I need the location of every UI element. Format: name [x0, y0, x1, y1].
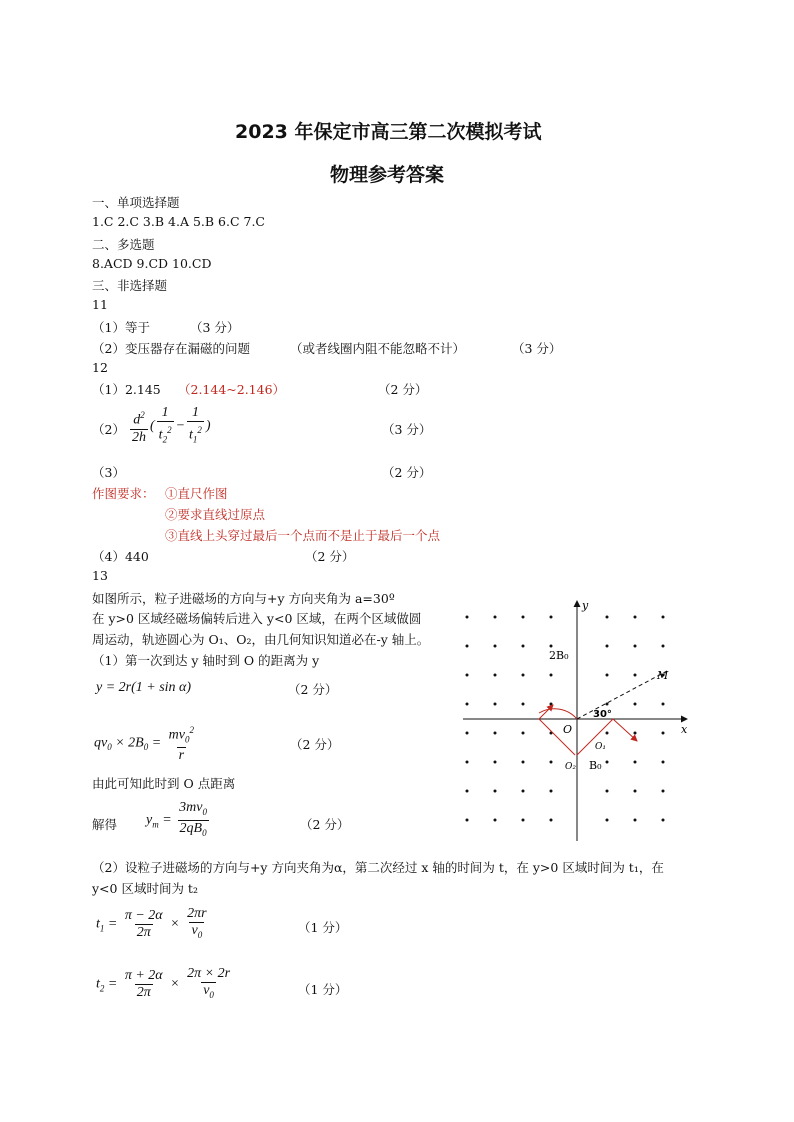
section1-answers: 1.C 2.C 3.B 4.A 5.B 6.C 7.C — [92, 214, 265, 229]
q12-part4-score: （2 分） — [305, 549, 355, 564]
field-dot — [662, 761, 665, 764]
q12-req3: ③直线上头穿过最后一个点而不是止于最后一个点 — [165, 528, 441, 543]
section2-answers: 8.ACD 9.CD 10.CD — [92, 256, 212, 271]
field-dot — [606, 703, 609, 706]
label-o2: O₂ — [565, 762, 576, 772]
field-dot — [522, 732, 525, 735]
label-y: y — [582, 599, 589, 612]
field-dot — [494, 761, 497, 764]
q13-line5: 由此可知此时到 O 点距离 — [92, 776, 236, 791]
field-dot — [662, 819, 665, 822]
field-dot — [522, 819, 525, 822]
field-dot — [662, 790, 665, 793]
field-dot — [522, 674, 525, 677]
q12-part3: （3） — [92, 465, 125, 480]
q13-eq2-score: （2 分） — [290, 737, 340, 752]
field-dot — [606, 790, 609, 793]
q13-part2-line1: （2）设粒子进磁场的方向与+y 方向夹角为α，第二次经过 x 轴的时间为 t，在 y>0 区域时间为 t₁，在 — [92, 860, 664, 875]
field-dot — [634, 819, 637, 822]
direction-line-m — [577, 671, 667, 719]
magnetic-field-figure — [455, 595, 700, 845]
section1-heading: 一、单项选择题 — [92, 195, 180, 210]
q12-part2: （2） — [92, 422, 125, 437]
q12-part3-score: （2 分） — [382, 465, 432, 480]
page-subtitle: 物理参考答案 — [330, 164, 445, 186]
q12-req1: ①直尺作图 — [165, 486, 228, 501]
field-dot — [550, 674, 553, 677]
field-dot — [494, 732, 497, 735]
q12-formula: $\frac{d^2}{2h}$ ( $\frac{1}{t_2^2}$ − $\frac{1}{t_1^2}$ ) — [128, 405, 211, 447]
field-dot — [466, 732, 469, 735]
q13-eq4-score: （1 分） — [298, 920, 348, 935]
q11-part2: （2）变压器存在漏磁的问题 — [92, 341, 250, 356]
field-dot — [466, 790, 469, 793]
field-dot — [606, 645, 609, 648]
q13-eq5: $t_2$ = $\frac{\pi + 2\alpha}{2\pi}$ × $\frac{2\pi \times 2r}{v_0}$ — [96, 966, 234, 1003]
q12-part1-score: （2 分） — [378, 382, 428, 397]
q13-part2-line2: y<0 区域时间为 t₂ — [92, 881, 198, 896]
field-dot — [662, 645, 665, 648]
label-x: x — [681, 723, 688, 736]
trajectory-exit — [613, 719, 637, 741]
label-2b0: 2B₀ — [549, 649, 569, 662]
field-dot — [634, 790, 637, 793]
q13-line3: 周运动，轨迹圆心为 O₁、O₂，由几何知识知道必在-y 轴上。 — [92, 632, 430, 647]
q11-number: 11 — [92, 297, 108, 312]
field-dot — [494, 703, 497, 706]
section3-heading: 三、非选择题 — [92, 278, 168, 293]
field-dot — [466, 674, 469, 677]
q13-eq3: $y_m$ = $\frac{3mv_0}{2qB_0}$ — [146, 800, 211, 841]
field-dot — [522, 616, 525, 619]
field-dot — [550, 703, 553, 706]
field-dot — [522, 761, 525, 764]
field-dot — [466, 761, 469, 764]
q13-eq3-score: （2 分） — [300, 817, 350, 832]
field-dot — [550, 761, 553, 764]
field-dot — [662, 616, 665, 619]
field-dot — [494, 645, 497, 648]
field-dot — [466, 645, 469, 648]
field-dot — [522, 645, 525, 648]
field-dot — [522, 703, 525, 706]
label-o1: O₁ — [595, 742, 606, 752]
q13-eq2: $qv_0 \times 2B_0$ = $\frac{mv_0^2}{r}$ — [94, 725, 194, 764]
field-dot — [662, 732, 665, 735]
field-dot — [550, 616, 553, 619]
field-dot — [606, 674, 609, 677]
field-dot — [550, 645, 553, 648]
field-dot — [494, 819, 497, 822]
q12-number: 12 — [92, 360, 108, 375]
field-dot — [522, 790, 525, 793]
field-dot — [466, 703, 469, 706]
q13-eq1: y = 2r(1 + sin α) — [96, 680, 192, 695]
field-dot — [494, 674, 497, 677]
q13-eq4: $t_1$ = $\frac{\pi - 2\alpha}{2\pi}$ × $\frac{2\pi r}{v_0}$ — [96, 906, 211, 943]
label-o: O — [563, 723, 573, 736]
field-dot — [606, 819, 609, 822]
field-dot — [634, 645, 637, 648]
field-dot — [634, 703, 637, 706]
label-30-degrees: 30° — [593, 709, 612, 720]
field-dot — [634, 732, 637, 735]
page-title: 2023 年保定市高三第二次模拟考试 — [235, 121, 542, 143]
field-dot — [466, 616, 469, 619]
q11-part2-score: （3 分） — [512, 341, 562, 356]
field-dot — [634, 761, 637, 764]
field-dot — [550, 819, 553, 822]
field-dot — [466, 819, 469, 822]
field-dot — [634, 674, 637, 677]
field-dot — [606, 616, 609, 619]
field-dot — [606, 732, 609, 735]
field-dot — [662, 703, 665, 706]
label-b0: B₀ — [589, 759, 602, 772]
q13-line1: 如图所示，粒子进磁场的方向与+y 方向夹角为 a=30º — [92, 591, 395, 606]
q13-line2: 在 y>0 区域经磁场偏转后进入 y<0 区域，在两个区域做圆 — [92, 611, 422, 626]
q11-part1: （1）等于 — [92, 320, 150, 335]
field-dot — [606, 761, 609, 764]
q11-part2-alt: （或者线圈内阻不能忽略不计） — [290, 341, 466, 356]
field-dot — [550, 790, 553, 793]
section2-heading: 二、多选题 — [92, 237, 155, 252]
q12-part2-score: （3 分） — [382, 422, 432, 437]
q12-part1: （1）2.145 — [92, 382, 161, 397]
q13-eq5-score: （1 分） — [298, 982, 348, 997]
field-dot — [494, 616, 497, 619]
label-m: M — [657, 669, 669, 682]
q12-req2: ②要求直线过原点 — [165, 507, 266, 522]
q12-part1-range: （2.144~2.146） — [178, 382, 286, 397]
q12-req-label: 作图要求： — [92, 486, 155, 501]
q11-part1-score: （3 分） — [190, 320, 240, 335]
q13-line4: （1）第一次到达 y 轴时到 O 的距离为 y — [92, 653, 320, 668]
q13-solve-label: 解得 — [92, 817, 118, 832]
field-dot — [494, 790, 497, 793]
q12-part4: （4）440 — [92, 549, 149, 564]
q13-number: 13 — [92, 568, 108, 583]
q13-eq1-score: （2 分） — [288, 682, 338, 697]
field-dot — [634, 616, 637, 619]
